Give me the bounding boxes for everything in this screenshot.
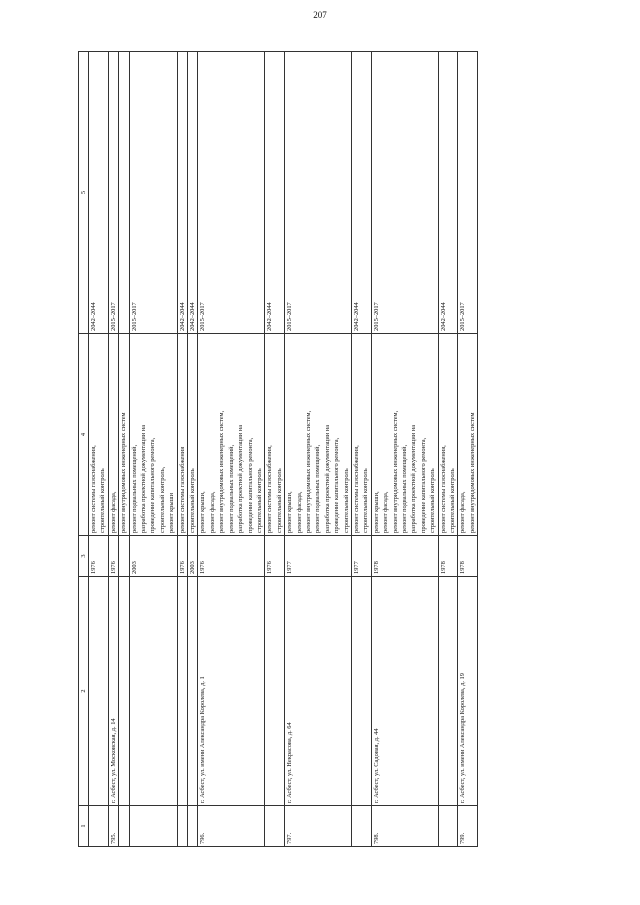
row-number-cell xyxy=(119,806,129,847)
work-item: ремонт фасада, xyxy=(459,491,467,533)
year-cell: 1978 xyxy=(438,536,458,577)
work-item: ремонт внутридомовых инженерных систем xyxy=(120,412,128,533)
work-item: ремонт внутридомовых инженерных систем, xyxy=(391,410,399,533)
works-cell xyxy=(265,334,285,536)
work-item: строительный контроль xyxy=(429,468,437,533)
period-cell: 2015–2017 xyxy=(198,52,265,334)
repair-schedule-table xyxy=(78,51,478,847)
period-cell xyxy=(119,52,129,334)
work-item: ремонт фасада, xyxy=(295,491,303,533)
table-row xyxy=(438,52,458,847)
table-row xyxy=(89,52,109,847)
row-number-cell xyxy=(351,806,371,847)
year-cell: 1976 xyxy=(108,536,118,577)
row-number-cell xyxy=(265,806,285,847)
works-cell xyxy=(371,334,438,536)
year-cell: 2003 xyxy=(129,536,177,577)
period-cell: 2015–2017 xyxy=(108,52,118,334)
period-cell: 2015–2017 xyxy=(371,52,438,334)
page-number: 207 xyxy=(313,10,327,20)
row-number-cell: 798. xyxy=(371,806,438,847)
work-item: ремонт системы газоснабжения, xyxy=(90,445,97,533)
header-col-3: 3 xyxy=(79,536,89,577)
works-cell xyxy=(458,334,478,536)
work-item: разработка проектной документации на xyxy=(237,424,245,533)
period-cell: 2042–2044 xyxy=(265,52,285,334)
work-item: проведение капитального ремонта, xyxy=(419,437,427,533)
works-cell xyxy=(119,334,129,536)
year-cell: 1978 xyxy=(371,536,438,577)
works-cell xyxy=(438,334,458,536)
work-item: ремонт крыши, xyxy=(372,491,380,533)
row-number-cell: 799. xyxy=(458,806,478,847)
work-item: ремонт системы газоснабжения, xyxy=(352,445,360,533)
address-cell xyxy=(265,577,285,806)
work-item: ремонт внутридомовых инженерных систем, xyxy=(304,410,312,533)
work-item: строительный контроль xyxy=(449,468,457,533)
table-row xyxy=(198,52,265,847)
address-cell: г. Асбест, ул. имени Александра Королева, д. 19 xyxy=(458,577,478,806)
works-cell xyxy=(108,334,118,536)
work-item: разработка проектной документации на xyxy=(323,424,331,533)
address-cell xyxy=(119,577,129,806)
table-row xyxy=(351,52,371,847)
year-cell xyxy=(119,536,129,577)
work-item: проведение капитального ремонта, xyxy=(333,437,341,533)
address-cell: г. Асбест, ул. Садовая, д. 44 xyxy=(371,577,438,806)
address-cell xyxy=(89,577,109,806)
row-number-cell: 796. xyxy=(198,806,265,847)
address-cell: г. Асбест, ул. Некрасова, д. 64 xyxy=(285,577,352,806)
address-cell xyxy=(129,577,177,806)
table-row xyxy=(458,52,478,847)
table-row xyxy=(265,52,285,847)
period-cell: 2015–2017 xyxy=(285,52,352,334)
work-item: строительный контроль xyxy=(342,468,350,533)
work-item: ремонт внутридомовых инженерных систем, xyxy=(218,410,226,533)
works-cell xyxy=(285,334,352,536)
year-cell: 1976 xyxy=(265,536,285,577)
period-cell: 2015–2017 xyxy=(129,52,177,334)
work-item: строительный контроль, xyxy=(158,466,166,533)
work-item: ремонт крыши xyxy=(168,492,176,533)
row-number-cell xyxy=(438,806,458,847)
work-item: ремонт системы газоснабжения xyxy=(178,446,186,533)
row-number-cell xyxy=(89,806,109,847)
row-number-cell: 797. xyxy=(285,806,352,847)
row-number-cell xyxy=(188,806,198,847)
address-cell xyxy=(438,577,458,806)
period-cell: 2042–2044 xyxy=(438,52,458,334)
address-cell: г. Асбест, ул. имени Александра Королева, д. 1 xyxy=(198,577,265,806)
year-cell: 1977 xyxy=(285,536,352,577)
rotated-table-container xyxy=(78,77,588,847)
work-item: проведение капитального ремонта, xyxy=(149,437,157,533)
works-cell xyxy=(198,334,265,536)
work-item: ремонт системы газоснабжения, xyxy=(266,445,274,533)
works-cell xyxy=(177,334,187,536)
header-col-5: 5 xyxy=(79,52,89,334)
header-row xyxy=(79,52,89,847)
works-cell xyxy=(89,334,109,536)
table-row xyxy=(177,52,187,847)
row-number-cell xyxy=(177,806,187,847)
work-item: проведение капитального ремонта, xyxy=(246,437,254,533)
header-col-2: 2 xyxy=(79,577,89,806)
works-cell xyxy=(129,334,177,536)
work-item: ремонт фасада, xyxy=(109,491,117,533)
address-cell xyxy=(177,577,187,806)
row-number-cell: 795. xyxy=(108,806,118,847)
period-cell: 2042–2044 xyxy=(177,52,187,334)
work-item: ремонт подвальных помещений, xyxy=(401,444,408,533)
work-item: разработка проектной документации на xyxy=(140,424,148,533)
year-cell: 1976 xyxy=(198,536,265,577)
year-cell: 1977 xyxy=(351,536,371,577)
table-row xyxy=(371,52,438,847)
address-cell: г. Асбест, ул. Московская, д. 14 xyxy=(108,577,118,806)
works-cell xyxy=(351,334,371,536)
period-cell: 2015–2017 xyxy=(458,52,478,334)
table-row xyxy=(188,52,198,847)
work-item: ремонт внутридомовых инженерных систем xyxy=(468,412,476,533)
period-cell: 2042–2044 xyxy=(351,52,371,334)
year-cell: 1978 xyxy=(458,536,478,577)
table-frame xyxy=(78,77,588,847)
work-item: ремонт системы газоснабжения, xyxy=(439,445,447,533)
work-item: ремонт фасада, xyxy=(382,491,390,533)
table-row xyxy=(285,52,352,847)
work-item: ремонт крыши, xyxy=(199,491,207,533)
row-number-cell xyxy=(129,806,177,847)
address-cell xyxy=(188,577,198,806)
work-item: ремонт фасада, xyxy=(208,491,216,533)
year-cell: 2003 xyxy=(188,536,198,577)
work-item: ремонт подвальных помещений, xyxy=(314,444,322,533)
header-col-4: 4 xyxy=(79,334,89,536)
header-col-1: 1 xyxy=(79,806,89,847)
period-cell: 2042–2044 xyxy=(188,52,198,334)
work-item: строительный контроль xyxy=(275,468,283,533)
table-row xyxy=(108,52,118,847)
table-row xyxy=(129,52,177,847)
address-cell xyxy=(351,577,371,806)
work-item: ремонт подвальных помещений, xyxy=(130,444,138,533)
work-item: строительный контроль xyxy=(255,468,263,533)
work-item: строительный контроль xyxy=(99,468,107,533)
work-item: ремонт крыши, xyxy=(286,491,294,533)
work-item: разработка проектной документации на xyxy=(410,424,418,533)
period-cell: 2042–2044 xyxy=(89,52,109,334)
work-item: строительный контроль xyxy=(362,468,370,533)
table-row xyxy=(119,52,129,847)
work-item: ремонт подвальных помещений, xyxy=(227,444,235,533)
year-cell: 1976 xyxy=(89,536,109,577)
year-cell: 1976 xyxy=(177,536,187,577)
works-cell xyxy=(188,334,198,536)
work-item: строительный контроль xyxy=(189,468,197,533)
